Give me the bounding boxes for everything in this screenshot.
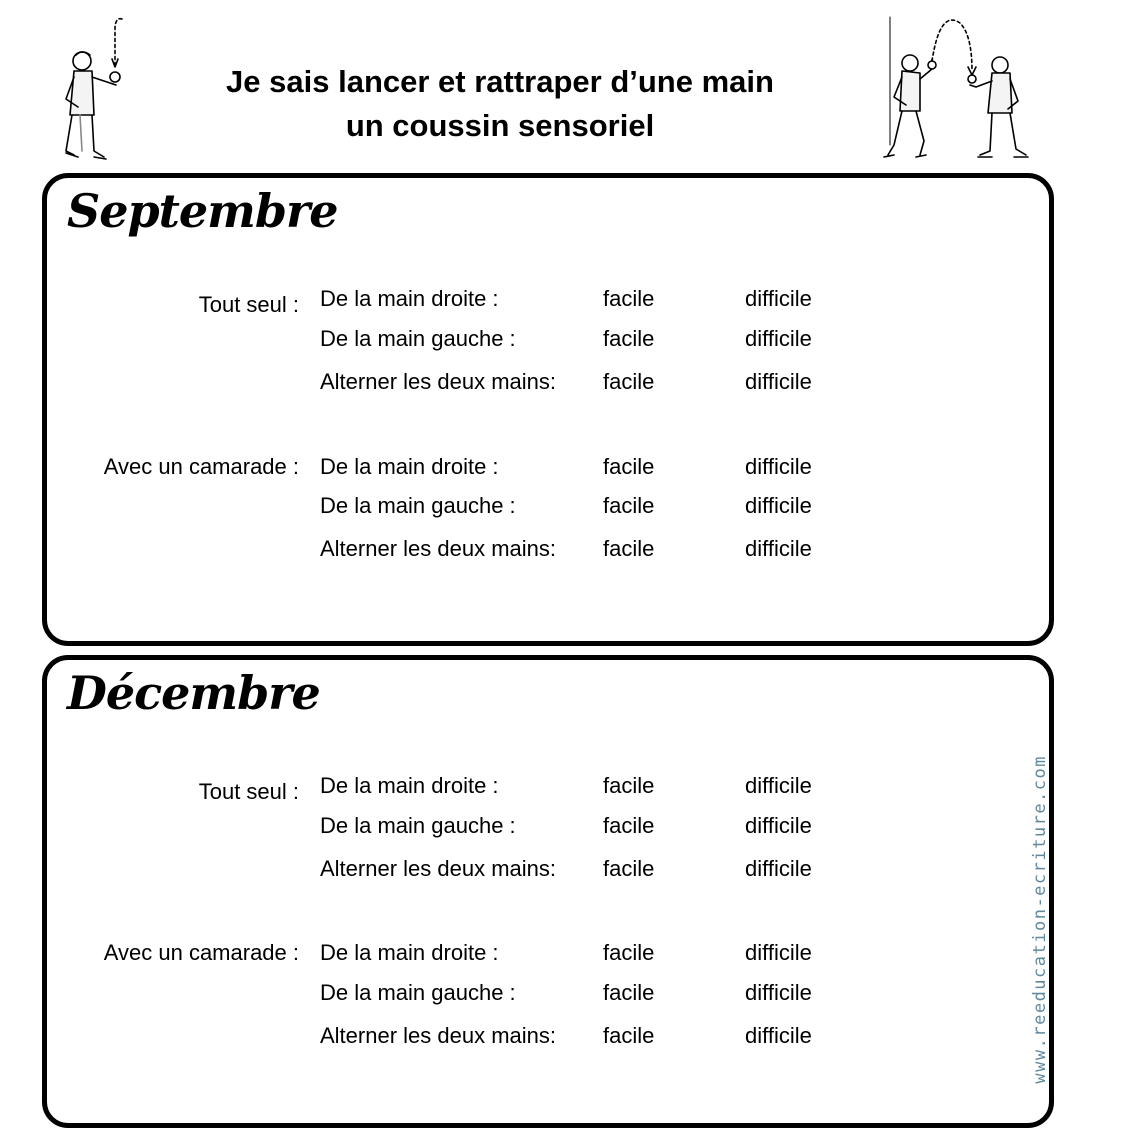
website-watermark: www.reeducation-ecriture.com (1030, 755, 1050, 1084)
hard-option[interactable]: difficile (745, 1023, 812, 1048)
easy-option[interactable]: facile (603, 813, 655, 838)
month-heading: Septembre (67, 184, 338, 238)
section-card-septembre (42, 173, 1054, 646)
section-card-decembre (42, 655, 1054, 1128)
hard-option[interactable]: difficile (745, 980, 812, 1005)
hard-option[interactable]: difficile (745, 369, 812, 394)
easy-option[interactable]: facile (603, 454, 655, 479)
page-title (150, 60, 850, 148)
child-throwing-icon (60, 15, 130, 163)
activity-label: Alterner les deux mains: (320, 536, 556, 561)
hard-option[interactable]: difficile (745, 493, 812, 518)
activity-label: De la main gauche : (320, 813, 516, 838)
easy-option[interactable]: facile (603, 980, 655, 1005)
group-label-alone: Tout seul : (198, 779, 299, 804)
activity-label: De la main gauche : (320, 980, 516, 1005)
hard-option[interactable]: difficile (745, 773, 812, 798)
easy-option[interactable]: facile (603, 940, 655, 965)
group-label-alone: Tout seul : (198, 292, 299, 317)
page-title-line-1: Je sais lancer et rattraper d’une main (226, 64, 774, 99)
group-label-with-partner: Avec un camarade : (103, 940, 299, 965)
easy-option[interactable]: facile (603, 286, 655, 311)
easy-option[interactable]: facile (603, 856, 655, 881)
activity-label: De la main gauche : (320, 326, 516, 351)
activity-label: Alterner les deux mains: (320, 856, 556, 881)
easy-option[interactable]: facile (603, 773, 655, 798)
activity-label: De la main droite : (320, 773, 499, 798)
hard-option[interactable]: difficile (745, 940, 812, 965)
easy-option[interactable]: facile (603, 326, 655, 351)
hard-option[interactable]: difficile (745, 326, 812, 351)
hard-option[interactable]: difficile (745, 454, 812, 479)
hard-option[interactable]: difficile (745, 536, 812, 561)
hard-option[interactable]: difficile (745, 286, 812, 311)
page-title-line-2: un coussin sensoriel (345, 108, 655, 143)
easy-option[interactable]: facile (603, 1023, 655, 1048)
month-heading: Décembre (67, 666, 320, 720)
activity-label: De la main droite : (320, 286, 499, 311)
hard-option[interactable]: difficile (745, 856, 812, 881)
easy-option[interactable]: facile (603, 493, 655, 518)
hard-option[interactable]: difficile (745, 813, 812, 838)
activity-label: De la main droite : (320, 940, 499, 965)
easy-option[interactable]: facile (603, 536, 655, 561)
activity-label: Alterner les deux mains: (320, 1023, 556, 1048)
activity-label: De la main droite : (320, 454, 499, 479)
group-label-with-partner: Avec un camarade : (103, 454, 299, 479)
activity-label: Alterner les deux mains: (320, 369, 556, 394)
activity-label: De la main gauche : (320, 493, 516, 518)
easy-option[interactable]: facile (603, 369, 655, 394)
children-throwing-pair-icon (880, 15, 1030, 163)
